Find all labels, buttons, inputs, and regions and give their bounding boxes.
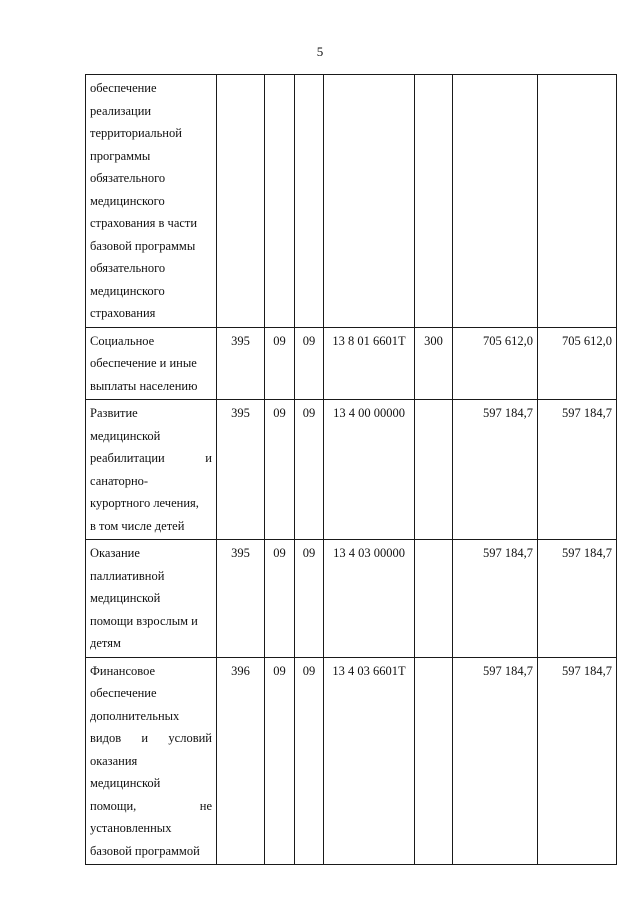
row-name-line: помощи, не bbox=[90, 798, 212, 813]
row-name-line: Финансовое bbox=[90, 663, 156, 678]
row-name-line: Развитие bbox=[90, 406, 138, 420]
table-row bbox=[86, 75, 617, 328]
row-name-line: обеспечение bbox=[90, 81, 157, 95]
row-name-cell bbox=[86, 327, 217, 400]
row-name-line: программы bbox=[90, 148, 151, 163]
gr-code-cell: 395 bbox=[217, 540, 265, 658]
subsection-code-cell: 09 bbox=[295, 400, 324, 540]
expense-type-cell bbox=[415, 75, 453, 328]
row-name-line: медицинского bbox=[90, 193, 165, 208]
amount-cell: 705 612,0 bbox=[538, 327, 617, 400]
target-article-cell: 13 4 00 00000 bbox=[324, 400, 415, 540]
amount-cell bbox=[453, 75, 538, 328]
amount-cell: 597 184,7 bbox=[453, 540, 538, 658]
row-name-line: установленных bbox=[90, 821, 172, 835]
subsection-code-cell: 09 bbox=[295, 540, 324, 658]
amount-cell: 597 184,7 bbox=[453, 400, 538, 540]
section-code-cell: 09 bbox=[265, 540, 295, 658]
subsection-code-cell: 09 bbox=[295, 657, 324, 865]
row-name-line: оказания bbox=[90, 753, 138, 768]
section-code-cell: 09 bbox=[265, 657, 295, 865]
row-name-line: медицинской bbox=[90, 428, 161, 443]
target-article-cell bbox=[324, 75, 415, 328]
table-row bbox=[86, 657, 617, 865]
row-name-line: детям bbox=[90, 636, 121, 650]
row-name-line: медицинской bbox=[90, 591, 161, 605]
row-name-cell bbox=[86, 540, 217, 658]
amount-cell: 597 184,7 bbox=[538, 400, 617, 540]
row-name-line: обязательного bbox=[90, 261, 166, 275]
row-name-line: курортного лечения, bbox=[90, 496, 199, 510]
row-name-line: Социальное bbox=[90, 333, 155, 348]
row-name-line: базовой программой bbox=[90, 843, 200, 858]
amount-cell bbox=[538, 75, 617, 328]
row-name-line: страхования bbox=[90, 306, 156, 320]
row-name-line: обеспечение и иные bbox=[90, 356, 197, 370]
row-name-line: медицинского bbox=[90, 283, 165, 298]
row-name-line: обеспечение bbox=[90, 686, 157, 700]
gr-code-cell: 395 bbox=[217, 400, 265, 540]
target-article-cell: 13 4 03 00000 bbox=[324, 540, 415, 658]
row-name-cell bbox=[86, 75, 217, 328]
row-name-cell bbox=[86, 657, 217, 865]
row-name-line: реализации bbox=[90, 103, 152, 118]
row-name-line: в том числе детей bbox=[90, 518, 185, 533]
table-row bbox=[86, 540, 617, 658]
target-article-cell: 13 4 03 6601Т bbox=[324, 657, 415, 865]
row-name-line: санаторно- bbox=[90, 473, 149, 488]
row-name-line: паллиативной bbox=[90, 568, 165, 583]
row-name-line: медицинской bbox=[90, 776, 161, 790]
subsection-code-cell: 09 bbox=[295, 327, 324, 400]
row-name-line: дополнительных bbox=[90, 708, 180, 723]
row-name-line: реабилитации и bbox=[90, 451, 212, 465]
row-name-line: Оказание bbox=[90, 546, 140, 560]
amount-cell: 597 184,7 bbox=[538, 540, 617, 658]
row-name-line: обязательного bbox=[90, 171, 166, 185]
table-body bbox=[86, 75, 617, 865]
budget-table bbox=[85, 74, 617, 865]
page-number: 5 bbox=[316, 44, 324, 59]
target-article-cell: 13 8 01 6601Т bbox=[324, 327, 415, 400]
section-code-cell bbox=[265, 75, 295, 328]
row-name-line: территориальной bbox=[90, 126, 182, 140]
amount-cell: 597 184,7 bbox=[538, 657, 617, 865]
row-name-line: базовой программы bbox=[90, 238, 196, 253]
row-name-cell bbox=[86, 400, 217, 540]
gr-code-cell: 395 bbox=[217, 327, 265, 400]
row-name-line: помощи взрослым и bbox=[90, 613, 198, 628]
expense-type-cell bbox=[415, 540, 453, 658]
table-row bbox=[86, 327, 617, 400]
gr-code-cell bbox=[217, 75, 265, 328]
subsection-code-cell bbox=[295, 75, 324, 328]
amount-cell: 597 184,7 bbox=[453, 657, 538, 865]
row-name-line: страхования в части bbox=[90, 216, 198, 230]
section-code-cell: 09 bbox=[265, 327, 295, 400]
amount-cell: 705 612,0 bbox=[453, 327, 538, 400]
expense-type-cell: 300 bbox=[415, 327, 453, 400]
gr-code-cell: 396 bbox=[217, 657, 265, 865]
row-name-line: видов и условий bbox=[90, 731, 212, 745]
expense-type-cell bbox=[415, 657, 453, 865]
table-row bbox=[86, 400, 617, 540]
row-name-line: выплаты населению bbox=[90, 378, 198, 393]
expense-type-cell bbox=[415, 400, 453, 540]
section-code-cell: 09 bbox=[265, 400, 295, 540]
